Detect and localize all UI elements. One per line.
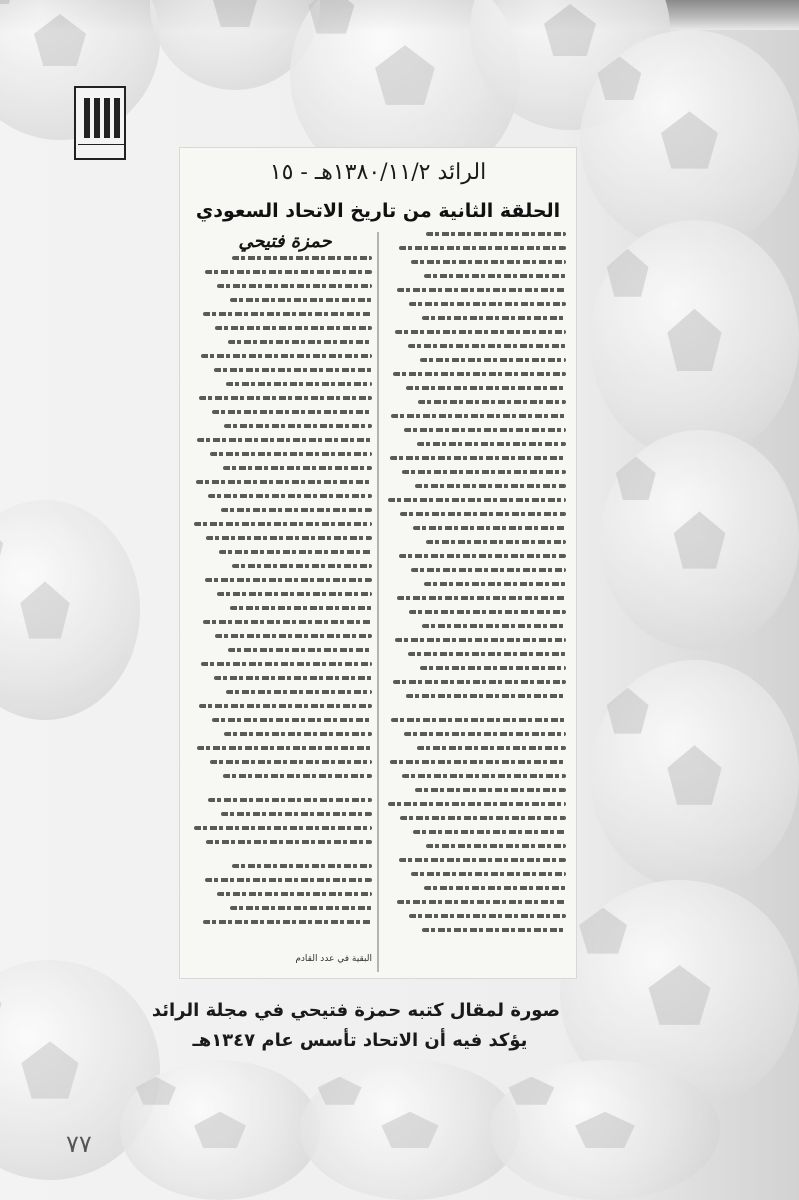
- column-divider: [377, 232, 379, 972]
- scanned-text-line: [391, 414, 566, 418]
- logo-stripes: [82, 98, 120, 138]
- scanned-text-line: [418, 400, 566, 404]
- paragraph-gap: [192, 788, 372, 798]
- scanned-text-line: [203, 920, 372, 924]
- football-watermark: [300, 1060, 520, 1200]
- scanned-text-line: [203, 620, 372, 624]
- scanned-text-line: [210, 760, 372, 764]
- scanned-text-line: [224, 424, 372, 428]
- page-number: ٧٧: [66, 1130, 92, 1158]
- scanned-text-line: [388, 498, 566, 502]
- scanned-text-line: [408, 652, 566, 656]
- scanned-text-line: [206, 840, 372, 844]
- scanned-text-line: [194, 522, 372, 526]
- scanned-text-line: [230, 298, 372, 302]
- scanned-text-line: [400, 512, 566, 516]
- scanned-text-line: [426, 232, 566, 236]
- scanned-text-line: [409, 302, 566, 306]
- scanned-text-line: [395, 638, 566, 642]
- scanned-text-line: [230, 906, 372, 910]
- scanned-text-line: [426, 540, 566, 544]
- scanned-text-line: [400, 816, 566, 820]
- scanned-text-line: [402, 774, 566, 778]
- paragraph-gap: [192, 854, 372, 864]
- scanned-text-line: [406, 386, 566, 390]
- scanned-text-line: [422, 928, 566, 932]
- scanned-text-line: [203, 312, 372, 316]
- scanned-text-line: [420, 666, 566, 670]
- clipping-title: الحلقة الثانية من تاريخ الاتحاد السعودي: [195, 200, 561, 222]
- scanned-text-line: [226, 690, 372, 694]
- scanned-text-line: [388, 802, 566, 806]
- scanned-text-line: [217, 592, 372, 596]
- scanned-text-line: [409, 610, 566, 614]
- scanned-text-line: [397, 900, 566, 904]
- clipping-column-right: [386, 232, 566, 956]
- scanned-text-line: [411, 872, 566, 876]
- scanned-text-line: [415, 788, 566, 792]
- scanned-text-line: [426, 844, 566, 848]
- scanned-text-line: [399, 858, 566, 862]
- scanned-text-line: [217, 284, 372, 288]
- figure-caption: [151, 996, 560, 1060]
- scanned-text-line: [393, 680, 566, 684]
- caption-line-2: يؤكد فيه أن الاتحاد تأسس عام ١٣٤٧هـ: [192, 1030, 528, 1051]
- scanned-text-line: [399, 246, 566, 250]
- scanned-text-line: [413, 830, 566, 834]
- paragraph-gap: [386, 708, 566, 718]
- scanned-text-line: [223, 466, 372, 470]
- football-watermark: [120, 1060, 320, 1200]
- scanned-text-line: [221, 508, 372, 512]
- scanned-text-line: [424, 886, 566, 890]
- scanned-text-line: [196, 480, 372, 484]
- scanned-text-line: [230, 606, 372, 610]
- scanned-text-line: [208, 494, 372, 498]
- scanned-text-line: [212, 410, 372, 414]
- clipping-column-left: [192, 256, 372, 956]
- scanned-text-line: [424, 274, 566, 278]
- scanned-text-line: [415, 484, 566, 488]
- newspaper-clipping: [180, 148, 576, 978]
- scanned-text-line: [210, 452, 372, 456]
- scanned-text-line: [206, 536, 372, 540]
- scanned-text-line: [199, 396, 372, 400]
- scanned-text-line: [232, 564, 372, 568]
- scanned-text-line: [219, 550, 372, 554]
- scanned-text-line: [194, 826, 372, 830]
- scanned-text-line: [201, 354, 372, 358]
- scanned-text-line: [409, 914, 566, 918]
- scanned-text-line: [221, 812, 372, 816]
- scanned-text-line: [214, 676, 372, 680]
- scanned-text-line: [215, 326, 372, 330]
- club-logo: [74, 86, 126, 160]
- scanned-text-line: [232, 864, 372, 868]
- scanned-text-line: [399, 554, 566, 558]
- scanned-text-line: [422, 316, 566, 320]
- scanned-text-line: [402, 470, 566, 474]
- scanned-text-line: [424, 582, 566, 586]
- scanned-text-line: [391, 718, 566, 722]
- scanned-text-line: [397, 596, 566, 600]
- scanned-text-line: [390, 760, 566, 764]
- scanned-text-line: [208, 798, 372, 802]
- football-watermark: [600, 430, 799, 650]
- scanned-text-line: [224, 732, 372, 736]
- scanned-text-line: [205, 270, 372, 274]
- scanned-text-line: [417, 746, 566, 750]
- scanned-text-line: [397, 288, 566, 292]
- scanned-text-line: [199, 704, 372, 708]
- scanned-text-line: [205, 578, 372, 582]
- scanned-text-line: [217, 892, 372, 896]
- scanned-text-line: [197, 746, 372, 750]
- scanned-text-line: [408, 344, 566, 348]
- football-watermark: [590, 660, 799, 890]
- scanned-text-line: [393, 372, 566, 376]
- clipping-author-signature: حمزة فتيحي: [238, 231, 332, 252]
- football-watermark: [590, 220, 799, 460]
- football-watermark: [490, 1060, 720, 1200]
- scanned-text-line: [228, 340, 372, 344]
- scanned-text-line: [406, 694, 566, 698]
- scanned-text-line: [413, 526, 566, 530]
- scanned-text-line: [404, 428, 566, 432]
- caption-line-1: صورة لمقال كتبه حمزة فتيحي في مجلة الرائد: [151, 1000, 560, 1021]
- scanned-text-line: [411, 260, 566, 264]
- scanned-text-line: [212, 718, 372, 722]
- logo-caption: [78, 144, 124, 155]
- scanned-text-line: [422, 624, 566, 628]
- scanned-text-line: [232, 256, 372, 260]
- scanned-text-line: [390, 456, 566, 460]
- scanned-text-line: [197, 438, 372, 442]
- scanned-text-line: [201, 662, 372, 666]
- scanned-text-line: [228, 648, 372, 652]
- scanned-text-line: [215, 634, 372, 638]
- scanned-text-line: [404, 732, 566, 736]
- scanned-text-line: [226, 382, 372, 386]
- clipping-sign-off: البقية في عدد القادم: [295, 954, 372, 964]
- scanned-text-line: [205, 878, 372, 882]
- scanned-text-line: [214, 368, 372, 372]
- football-watermark: [580, 30, 799, 250]
- scanned-text-line: [420, 358, 566, 362]
- scanned-text-line: [223, 774, 372, 778]
- scanned-text-line: [411, 568, 566, 572]
- scanned-text-line: [395, 330, 566, 334]
- clipping-header: الرائد ١٣٨٠/١١/٢هـ - ١٥: [269, 160, 487, 185]
- scanned-text-line: [417, 442, 566, 446]
